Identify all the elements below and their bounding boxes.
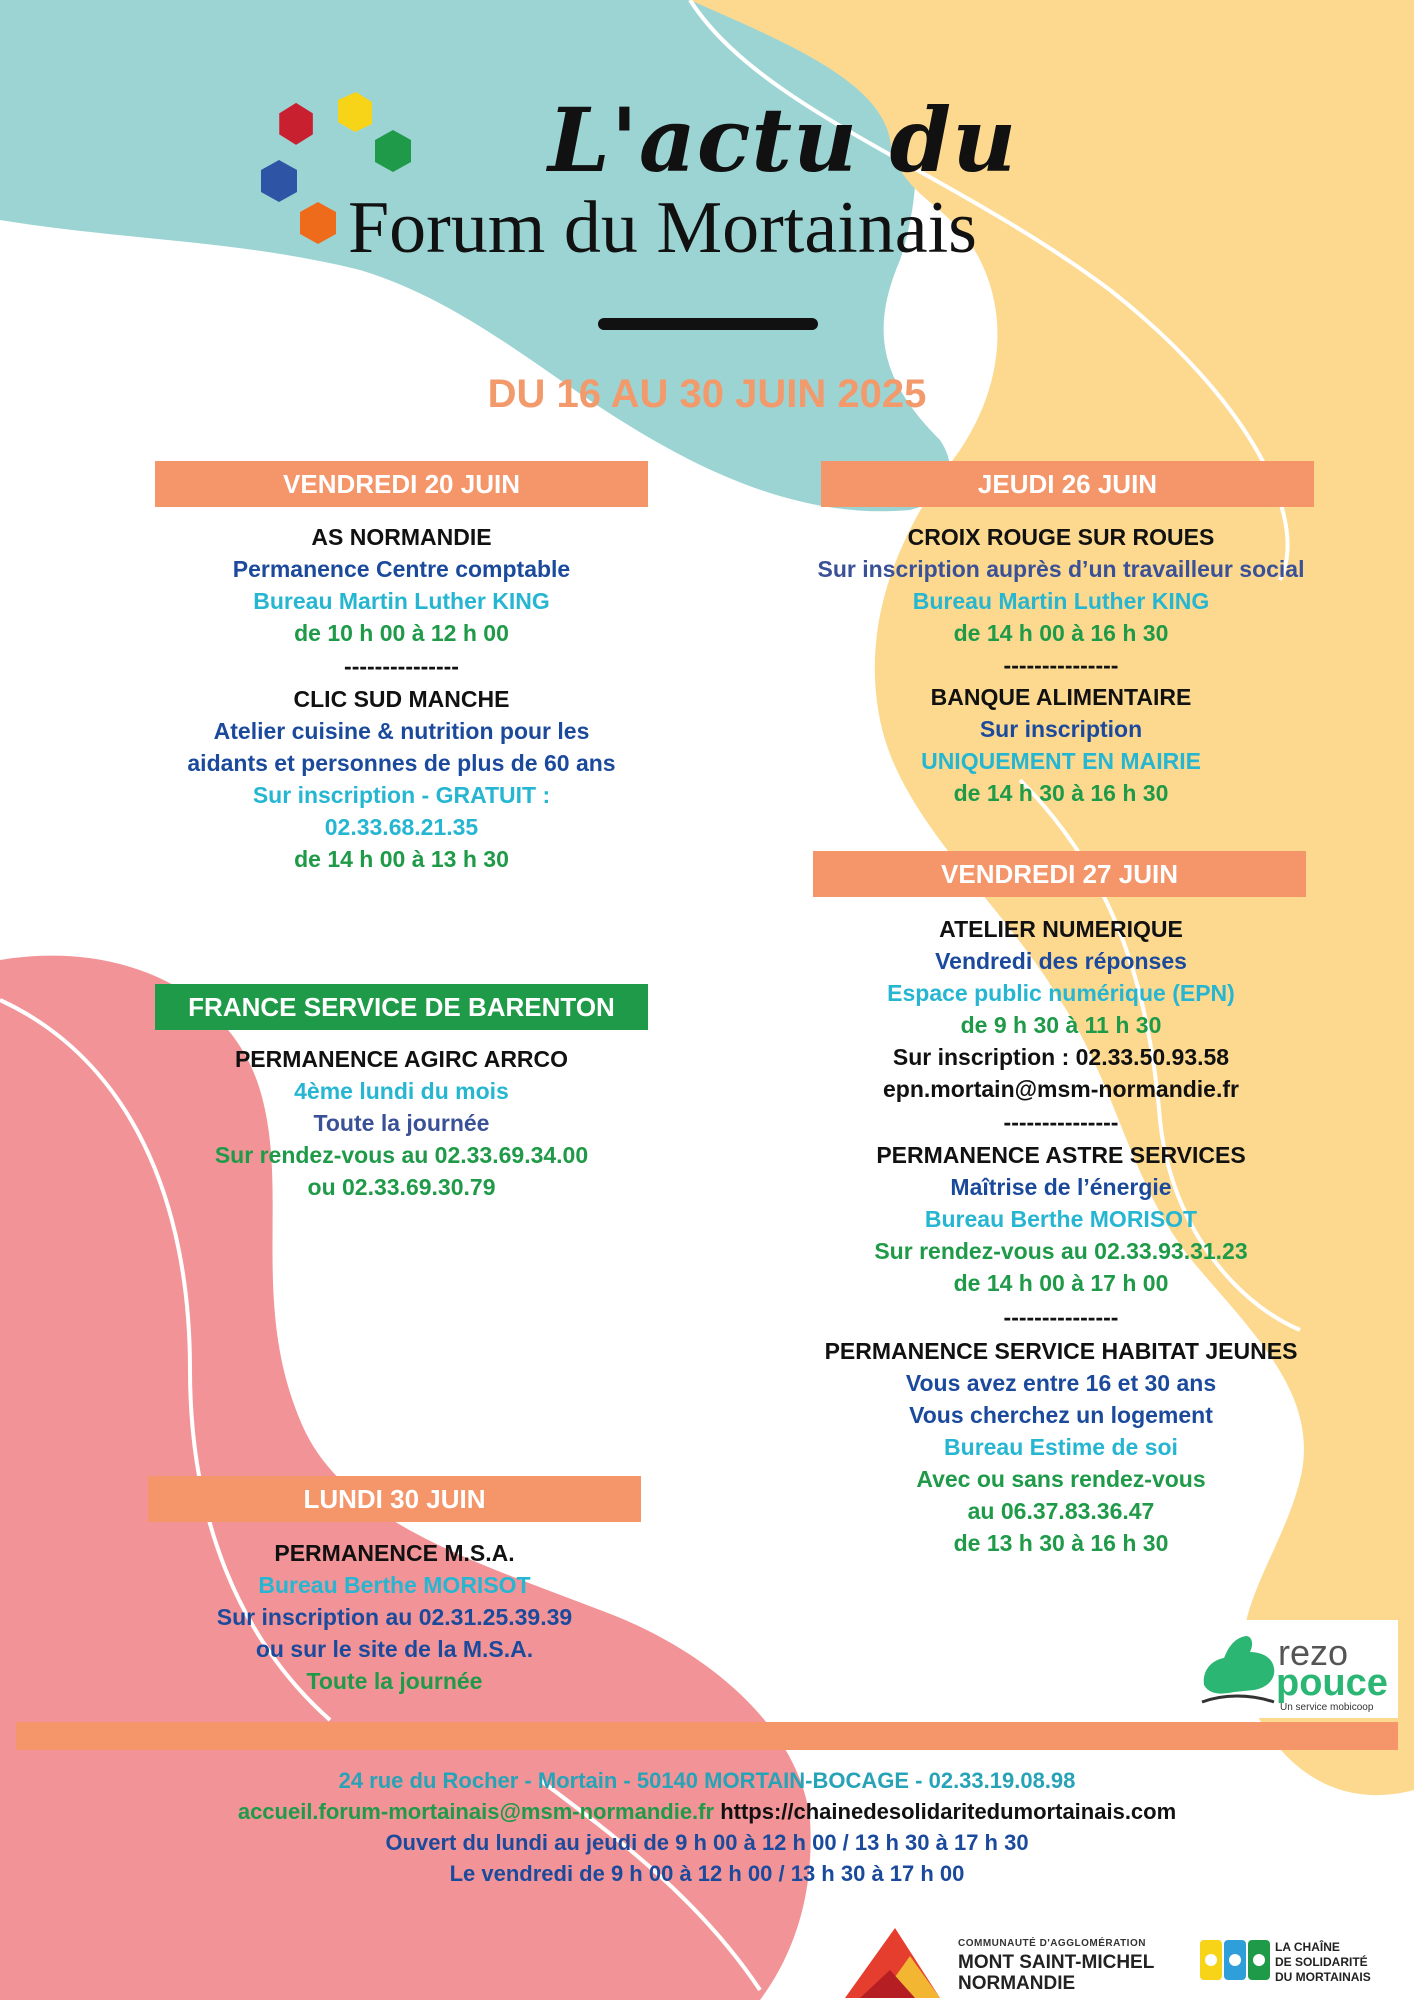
footer-website[interactable]: https://chainedesolidaritedumortainais.com — [720, 1799, 1177, 1824]
yellow-hexagon — [338, 92, 372, 132]
org-name: BANQUE ALIMENTAIRE — [930, 684, 1192, 710]
event-desc: Permanence Centre comptable — [232, 556, 571, 582]
event-appointment: ou 02.33.69.30.79 — [307, 1174, 496, 1200]
event-phone: au 06.37.83.36.47 — [967, 1498, 1155, 1524]
green-hexagon — [375, 130, 411, 172]
red-hexagon — [279, 103, 313, 145]
event-location: Bureau Martin Luther KING — [912, 588, 1210, 614]
org-name: PERMANENCE ASTRE SERVICES — [876, 1142, 1246, 1168]
event-location: Bureau Berthe MORISOT — [258, 1572, 531, 1598]
msm-logo-icon — [840, 1920, 950, 2000]
event-registration: Sur inscription auprès d’un travailleur social — [817, 556, 1305, 582]
footer-contact-line — [0, 1796, 1414, 1827]
event-desc: Vendredi des réponses — [935, 948, 1187, 974]
msm-line-2: NORMANDIE — [958, 1973, 1076, 1994]
block-barenton — [155, 1043, 648, 1203]
chaine-line-2: DE SOLIDARITÉ — [1275, 1955, 1368, 1969]
header-vendredi-20: VENDREDI 20 JUIN — [155, 461, 648, 507]
rezo-pouce-logo — [1190, 1620, 1398, 1718]
chaine-logo-icon — [1200, 1938, 1270, 1984]
event-phone: 02.33.68.21.35 — [324, 814, 479, 840]
footer-address: 24 rue du Rocher - Mortain - 50140 MORTAIN-BOCAGE - 02.33.19.08.98 — [338, 1768, 1076, 1793]
msm-subtitle: COMMUNAUTÉ D'AGGLOMÉRATION — [958, 1938, 1146, 1949]
event-duration: Toute la journée — [306, 1668, 483, 1694]
block-vendredi-20 — [155, 521, 648, 875]
event-time: de 14 h 00 à 13 h 30 — [294, 846, 509, 872]
msm-title — [958, 1952, 1154, 1994]
org-name: PERMANENCE SERVICE HABITAT JEUNES — [824, 1338, 1298, 1364]
block-lundi-30 — [148, 1537, 641, 1697]
event-desc: Atelier cuisine & nutrition pour les — [213, 718, 590, 744]
org-name: ATELIER NUMERIQUE — [939, 916, 1183, 942]
main-title: Forum du Mortainais — [348, 187, 977, 269]
event-desc: Maîtrise de l’énergie — [950, 1174, 1172, 1200]
event-location: UNIQUEMENT EN MAIRIE — [921, 748, 1201, 774]
footer-email[interactable]: accueil.forum-mortainais@msm-normandie.fr — [237, 1799, 715, 1824]
block-jeudi-26 — [771, 521, 1351, 809]
blue-hexagon — [261, 160, 297, 202]
event-time: de 14 h 00 à 16 h 30 — [953, 620, 1169, 646]
event-registration: Sur inscription - GRATUIT : — [252, 782, 551, 808]
org-name: PERMANENCE M.S.A. — [274, 1540, 515, 1566]
title-divider — [598, 318, 818, 330]
footer-bar — [16, 1722, 1398, 1750]
header-jeudi-26: JEUDI 26 JUIN — [821, 461, 1314, 507]
separator: --------------- — [344, 653, 459, 679]
event-time: de 14 h 00 à 17 h 00 — [953, 1270, 1169, 1296]
block-vendredi-27 — [771, 913, 1351, 1559]
event-appointment: Avec ou sans rendez-vous — [916, 1466, 1206, 1492]
event-location: Bureau Estime de soi — [944, 1434, 1178, 1460]
chaine-line-1: LA CHAÎNE — [1275, 1940, 1340, 1954]
pouce-text: pouce — [1276, 1662, 1388, 1704]
event-duration: Toute la journée — [313, 1110, 490, 1136]
orange-hexagon — [300, 202, 336, 244]
msm-line-1: MONT SAINT-MICHEL — [958, 1952, 1155, 1973]
event-registration: Sur inscription au 02.31.25.39.39 — [216, 1604, 573, 1630]
footer-info — [0, 1765, 1414, 1889]
header-vendredi-27: VENDREDI 27 JUIN — [813, 851, 1306, 897]
event-schedule: 4ème lundi du mois — [294, 1078, 509, 1104]
rezo-tagline: Un service mobicoop — [1280, 1702, 1374, 1713]
date-range: DU 16 AU 30 JUIN 2025 — [487, 372, 927, 416]
org-name: CLIC SUD MANCHE — [293, 686, 510, 712]
header-lundi-30: LUNDI 30 JUIN — [148, 1476, 641, 1522]
event-registration: Sur inscription : 02.33.50.93.58 — [892, 1044, 1230, 1070]
event-desc: Vous avez entre 16 et 30 ans — [905, 1370, 1217, 1396]
thumb-icon — [1194, 1630, 1278, 1710]
event-email: epn.mortain@msm-normandie.fr — [883, 1076, 1239, 1102]
event-appointment: Sur rendez-vous au 02.33.69.34.00 — [214, 1142, 589, 1168]
org-name: CROIX ROUGE SUR ROUES — [907, 524, 1215, 550]
rezo-text: rezo — [1278, 1632, 1349, 1673]
org-name: PERMANENCE AGIRC ARRCO — [234, 1046, 569, 1072]
event-time: de 13 h 30 à 16 h 30 — [953, 1530, 1169, 1556]
event-appointment: Sur rendez-vous au 02.33.93.31.23 — [874, 1238, 1248, 1264]
script-title: L'actu du — [548, 88, 1018, 192]
event-desc: aidants et personnes de plus de 60 ans — [187, 750, 616, 776]
footer-hours-friday: Le vendredi de 9 h 00 à 12 h 00 / 13 h 30 à 17 h 00 — [449, 1861, 965, 1886]
event-location: Espace public numérique (EPN) — [887, 980, 1235, 1006]
org-name: AS NORMANDIE — [311, 524, 492, 550]
event-desc: Vous cherchez un logement — [909, 1402, 1213, 1428]
chaine-title — [1275, 1940, 1371, 1985]
event-time: de 14 h 30 à 16 h 30 — [953, 780, 1169, 806]
event-time: de 9 h 30 à 11 h 30 — [960, 1012, 1162, 1038]
chaine-line-3: DU MORTAINAIS — [1275, 1970, 1371, 1984]
separator: --------------- — [1003, 1304, 1119, 1330]
header-france-service-barenton: FRANCE SERVICE DE BARENTON — [155, 984, 648, 1030]
event-location: Bureau Berthe MORISOT — [924, 1206, 1198, 1232]
event-registration: Sur inscription — [979, 716, 1143, 742]
footer-hours-weekdays: Ouvert du lundi au jeudi de 9 h 00 à 12 h 00 / 13 h 30 à 17 h 30 — [385, 1830, 1029, 1855]
separator: --------------- — [1003, 652, 1119, 678]
event-time: de 10 h 00 à 12 h 00 — [294, 620, 509, 646]
event-registration: ou sur le site de la M.S.A. — [255, 1636, 534, 1662]
separator: --------------- — [1003, 1109, 1119, 1135]
event-location: Bureau Martin Luther KING — [253, 588, 550, 614]
